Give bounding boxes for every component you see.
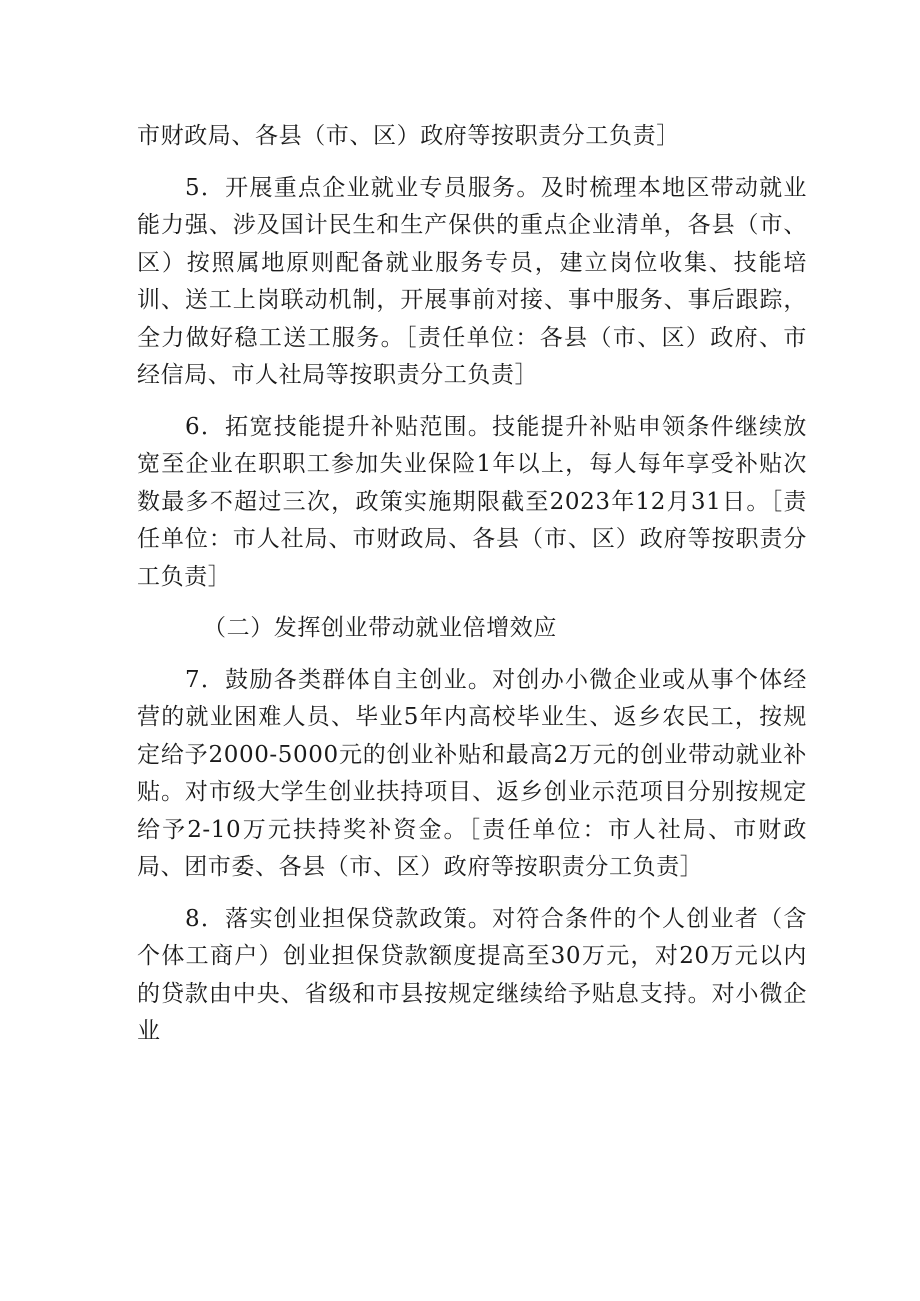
paragraph-continuation: 市财政局、各县（市、区）政府等按职责分工负责］ xyxy=(137,123,680,149)
section-heading-2: （二）发挥创业带动就业倍增效应 xyxy=(203,615,557,641)
paragraph-item-5: 5．开展重点企业就业专员服务。及时梳理本地区带动就业能力强、涉及国计民生和生产保供的重点企业清单，各县（市、区）按照属地原则配备就业服务专员，建立岗位收集、技能培训、送工上岗联动机制，开展事前对接、事中服务、事后跟踪，全力做好稳工送工服务。［责任单位：各县（市、区）政府、市经信局、市人社局等按职责分工负责］ xyxy=(137,174,807,388)
paragraph-item-6: 6．拓宽技能提升补贴范围。技能提升补贴申领条件继续放宽至企业在职职工参加失业保险1年以上，每人每年享受补贴次数最多不超过三次，政策实施期限截至2023年12月31日。［责任单位：市人社局、市财政局、各县（市、区）政府等按职责分工负责］ xyxy=(137,413,807,590)
document-body xyxy=(137,118,807,1065)
paragraph-item-7: 7．鼓励各类群体自主创业。对创办小微企业或从事个体经营的就业困难人员、毕业5年内高校毕业生、返乡农民工，按规定给予2000-5000元的创业补贴和最高2万元的创业带动就业补贴。对市级大学生创业扶持项目、返乡创业示范项目分别按规定给予2-10万元扶持奖补资金。［责任单位：市人社局、市财政局、团市委、各县（市、区）政府等按职责分工负责］ xyxy=(137,666,807,880)
paragraph-item-8: 8．落实创业担保贷款政策。对符合条件的个人创业者（含个体工商户）创业担保贷款额度提高至30万元，对20万元以内的贷款由中央、省级和市县按规定继续给予贴息支持。对小微企业 xyxy=(137,905,807,1044)
